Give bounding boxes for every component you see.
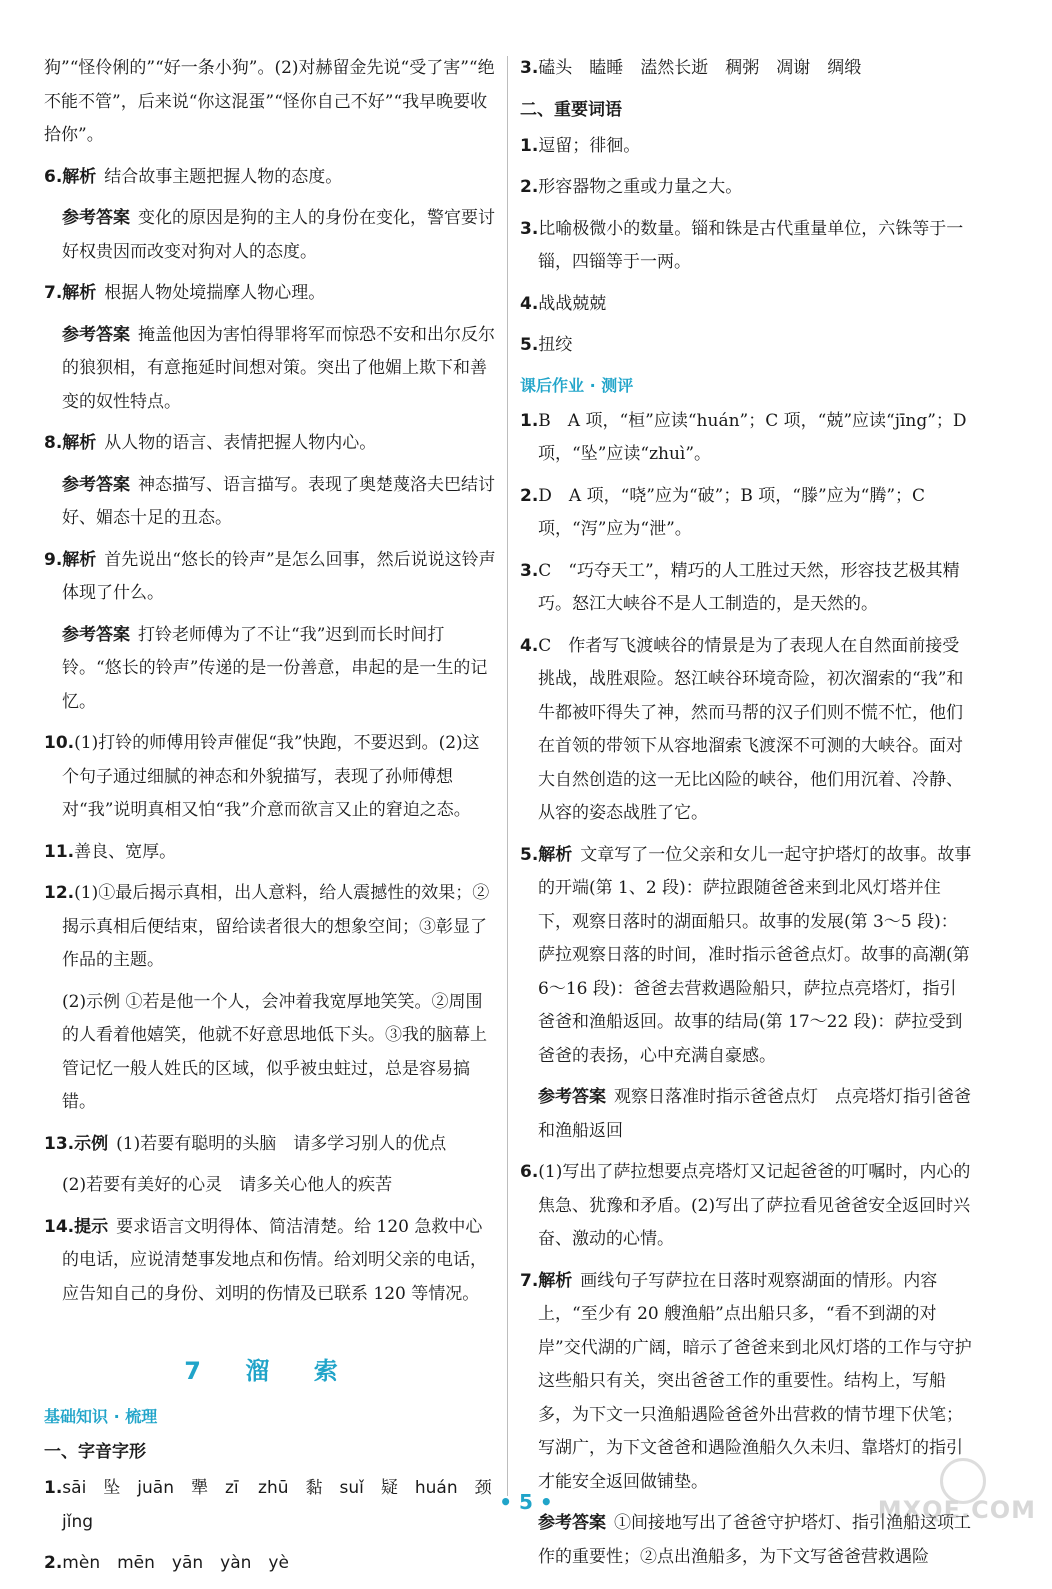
heading-vocabulary: 二、重要词语 [520, 99, 622, 120]
heading-pronunciation: 一、字音字形 [44, 1442, 146, 1462]
a5: 5.解析 文章写了一位父亲和女儿一起守护塔灯的故事。故事的开端(第 1、2 段)：萨拉跟随爸爸来到北风灯塔并住下，观察日落时的湖面船只。故事的发展(第 3～5 段)：萨拉观察日落的时间，准时指示爸爸点灯。故事的高潮(第 6～16 段)：爸爸去营救遇险船只，萨拉点亮塔灯，指引爸爸和渔船返回。故事的结局(第 17～22 段)：萨拉受到爸爸的表扬，心中充满自豪感。 [520, 844, 972, 1066]
page-number: • 5 • [499, 1490, 553, 1514]
a2: 2.D A 项，“哓”应为“破”；B 项，“滕”应为“腾”；C 项，“泻”应为“泄”。 [520, 485, 926, 539]
c1: 1.逗留；徘徊。 [520, 135, 641, 156]
q10: 10.(1)打铃的师傅用铃声催促“我”快跑，不要迟到。(2)这个句子通过细腻的神态和外貌描写，表现了孙师傅想对“我”说明真相又怕“我”介意而欲言又止的窘迫之态。 [44, 733, 480, 820]
column-divider [507, 56, 508, 1496]
q6-answer: 参考答案 变化的原因是狗的主人的身份在变化，警官要讨好权贵因而改变对狗对人的态度。 [62, 208, 495, 262]
a5-answer: 参考答案 观察日落准时指示爸爸点灯 点亮塔灯指引爸爸和渔船返回 [538, 1087, 971, 1141]
c4: 4.战战兢兢 [520, 293, 607, 314]
q8: 8.解析 从人物的语言、表情把握人物内心。 [44, 433, 377, 453]
a7-answer: 参考答案 ①间接地写出了爸爸守护塔灯、指引渔船这项工作的重要性；②点出渔船多，为下文写爸爸营救遇险 [538, 1513, 971, 1567]
a3: 3.C “巧夺天工”，精巧的人工胜过天然，形容技艺极其精巧。怒江大峡谷不是人工制造的，是天然的。 [520, 560, 960, 614]
q11: 11.善良、宽厚。 [44, 841, 177, 862]
q9: 9.解析 首先说出“悠长的铃声”是怎么回事，然后说说这铃声体现了什么。 [44, 549, 496, 603]
c2: 2.形容器物之重或力量之大。 [520, 177, 743, 197]
q8-answer: 参考答案 神态描写、语言描写。表现了奥楚蔑洛夫巴结讨好、媚态十足的丑态。 [62, 474, 495, 528]
left-column [44, 52, 509, 1589]
a1: 1.B A 项，“桓”应读“huán”；C 项，“兢”应读“jīng”；D 项，“坠”应读“zhuì”。 [520, 410, 967, 464]
watermark-logo [877, 1458, 1038, 1528]
q12-part2: (2)示例 ①若是他一个人，会冲着我宽厚地笑笑。②周围的人看着他嬉笑，他就不好意思地低下头。③我的脑幕上管记忆一般人姓氏的区域，似乎被虫蛀过，总是容易搞错。 [62, 991, 487, 1112]
right-column [520, 52, 972, 1582]
z3: 3.磕头 瞌睡 溘然长逝 稠粥 凋谢 绸缎 [520, 58, 862, 78]
c3: 3.比喻极微小的数量。锱和铢是古代重量单位，六铢等于一锱，四锱等于一两。 [520, 218, 964, 272]
q7-answer: 参考答案 掩盖他因为害怕得罪将军而惊恐不安和出尔反尔的狼狈相，有意拖延时间想对策。突出了他媚上欺下和善变的奴性特点。 [62, 324, 495, 412]
z2: 2.mèn mēn yān yàn yè [44, 1553, 289, 1573]
watermark-text: MXQE.COM [877, 1496, 1036, 1524]
section-after-class: 课后作业 · 测评 [520, 375, 634, 395]
q14: 14.提示 要求语言文明得体、简洁清楚。给 120 急救中心的电话，应说清楚事发地点和伤情。给刘明父亲的电话，应告知自己的身份、刘明的伤情及已联系 120 等情况。 [44, 1216, 487, 1304]
q13: 13.示例 (1)若要有聪明的头脑 请多学习别人的优点 [44, 1133, 447, 1154]
c5: 5.扭绞 [520, 335, 573, 355]
q13-part2: (2)若要有美好的心灵 请多关心他人的疾苦 [62, 1175, 393, 1195]
q12: 12.(1)①最后揭示真相，出人意料，给人震撼性的效果；②揭示真相后便结束，留给读者很大的想象空间；③彰显了作品的主题。 [44, 883, 490, 970]
q7: 7.解析 根据人物处境揣摩人物心理。 [44, 283, 326, 303]
a4: 4.C 作者写飞渡峡谷的情景是为了表现人在自然面前接受挑战，战胜艰险。怒江峡谷环境奇险，初次溜索的“我”和牛都被吓得失了神，然而马帮的汉子们则不慌不忙，他们在首领的带领下从容地溜索飞渡深不可测的大峡谷。面对大自然创造的这一无比凶险的峡谷，他们用沉着、冷静、从容的姿态战胜了它。 [520, 635, 964, 823]
lesson-title: 7 溜 索 [184, 1357, 356, 1385]
section-basic-knowledge: 基础知识 · 梳理 [44, 1407, 158, 1426]
a7: 7.解析 画线句子写萨拉在日落时观察湖面的情形。内容上，“至少有 20 艘渔船”点出船只多，“看不到湖的对岸”交代湖的广阔，暗示了爸爸来到北风灯塔的工作与守护这些船只有关，突出爸爸工作的重要性。结构上，写船多，为下文一只渔船遇险爸爸外出营救的情节埋下伏笔；写湖广，为下文爸爸和遇险渔船久久未归、靠塔灯的指引才能安全返回做铺垫。 [520, 1270, 972, 1492]
q9-answer: 参考答案 打铃老师傅为了不让“我”迟到而长时间打铃。“悠长的铃声”传递的是一份善意，串起的是一生的记忆。 [62, 624, 488, 712]
q6: 6.解析 结合故事主题把握人物的态度。 [44, 166, 343, 187]
a6: 6.(1)写出了萨拉想要点亮塔灯又记起爸爸的叮嘱时，内心的焦急、犹豫和矛盾。(2)写出了萨拉看见爸爸安全返回时兴奋、激动的心情。 [520, 1162, 971, 1249]
intro-text: 狗”“怪伶俐的”“好一条小狗”。(2)对赫留金先说“受了害”“绝不能不管”，后来说“你这混蛋”“怪你自己不好”“我早晚要收拾你”。 [44, 58, 495, 145]
z1: 1.sāi 坠 juān 犟 zī zhū 黏 suǐ 疑 huán 颈 jǐng [44, 1478, 509, 1532]
